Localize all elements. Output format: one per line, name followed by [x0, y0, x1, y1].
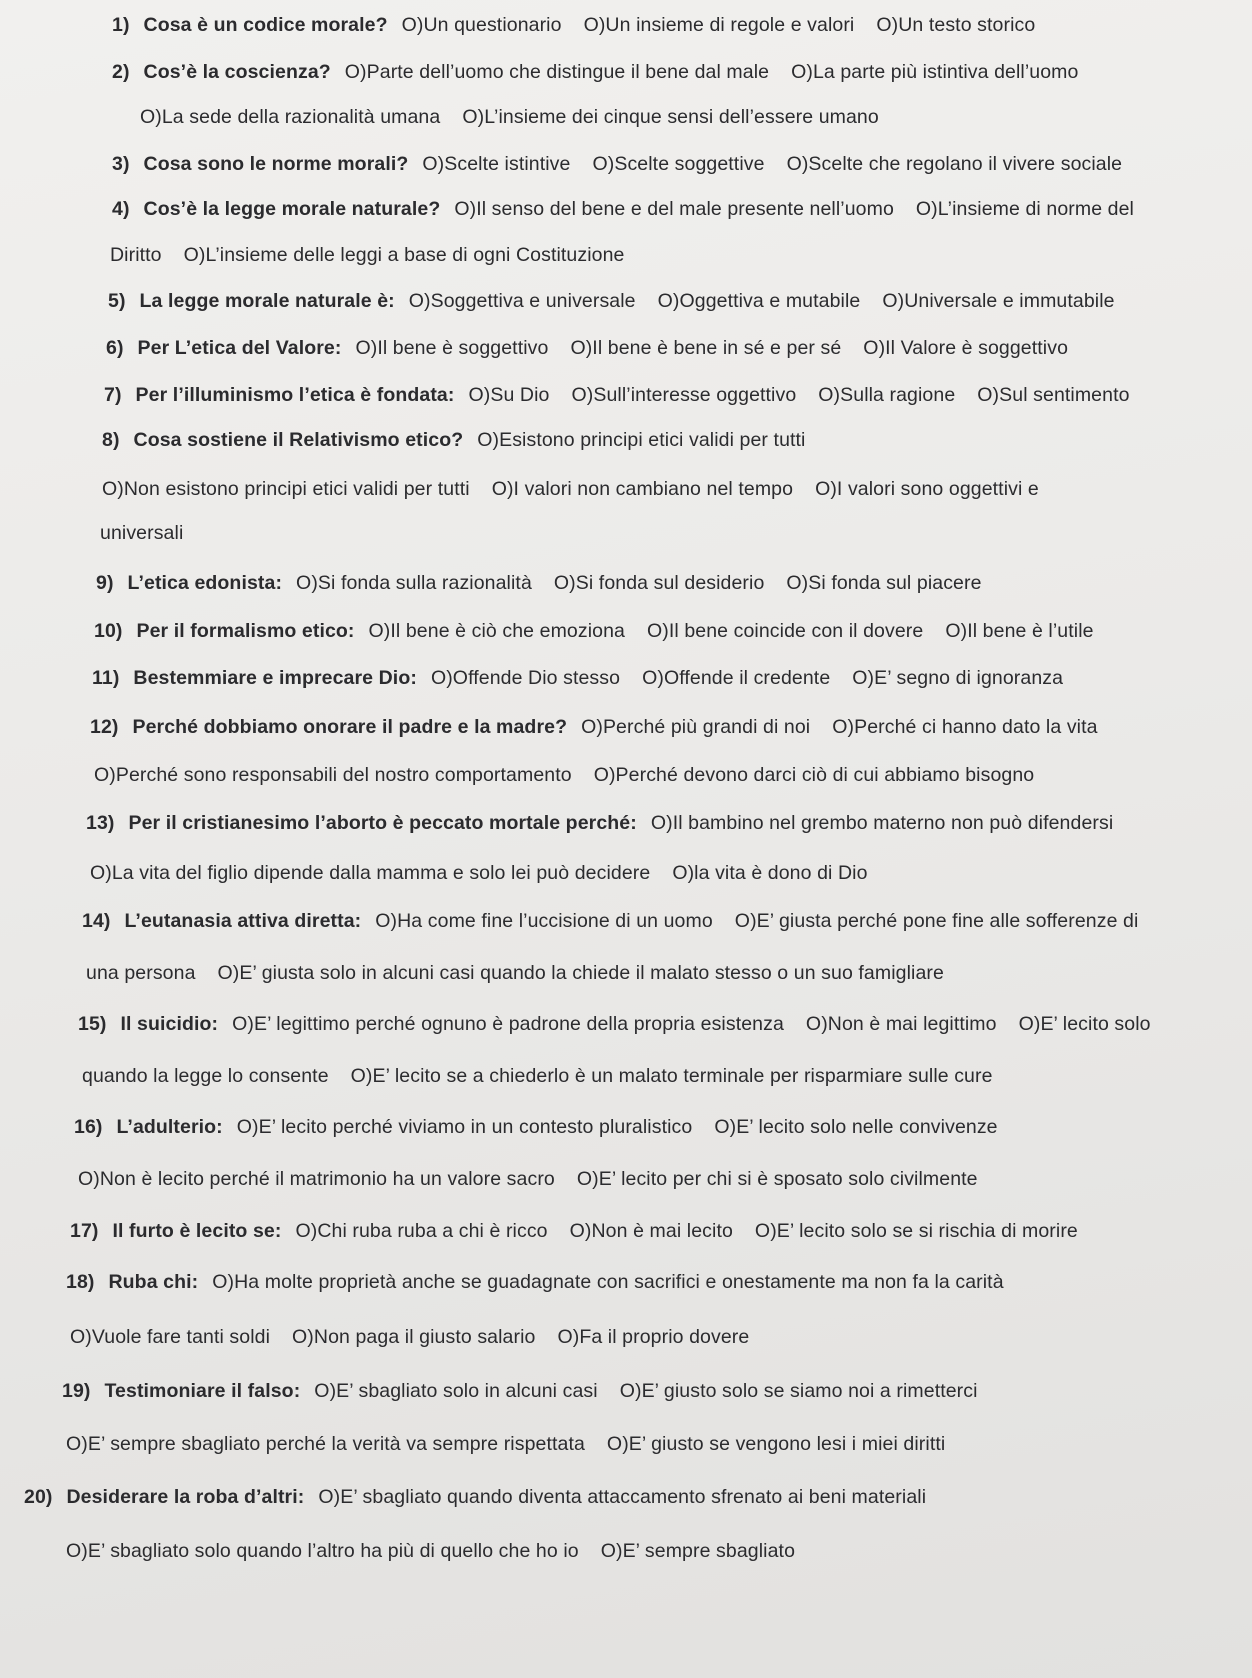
answer-option[interactable]: O)Chi ruba ruba a chi è ricco	[295, 1220, 548, 1242]
answer-option[interactable]: O)Un questionario	[401, 14, 562, 36]
question-18-continued	[70, 1324, 771, 1350]
answer-option[interactable]: O)Il bene è soggettivo	[355, 337, 549, 359]
question-10	[94, 618, 1116, 644]
answer-option[interactable]: O)Perché più grandi di noi	[581, 716, 811, 738]
answer-option[interactable]: O)Perché devono darci ciò di cui abbiamo bisogno	[593, 764, 1035, 786]
question-18	[66, 1269, 1026, 1295]
question-text: Per L’etica del Valore:	[137, 337, 342, 359]
answer-option[interactable]: O)Si fonda sul piacere	[786, 572, 982, 594]
answer-option[interactable]: O)Si fonda sul desiderio	[553, 572, 765, 594]
answer-option[interactable]: O)La parte più istintiva dell’uomo	[791, 61, 1079, 83]
answer-option[interactable]: O)Su Dio	[468, 384, 550, 406]
question-number: 13)	[86, 812, 115, 834]
question-text: L’eutanasia attiva diretta:	[124, 910, 362, 932]
answer-option[interactable]: O)Il bambino nel grembo materno non può difendersi	[650, 812, 1114, 834]
answer-option[interactable]: O)E’ lecito per chi si è sposato solo civilmente	[576, 1168, 978, 1190]
answer-option[interactable]: O)Sulla ragione	[818, 384, 956, 406]
question-8-continued-2	[100, 520, 205, 546]
question-17	[70, 1218, 1100, 1244]
question-12-continued	[94, 762, 1056, 788]
answer-option[interactable]: O)E’ giusta perché pone fine alle sofferenze di	[734, 910, 1139, 932]
question-2	[112, 59, 1100, 85]
question-text: Per l’illuminismo l’etica è fondata:	[135, 384, 455, 406]
answer-option[interactable]: O)L’insieme delle leggi a base di ogni Costituzione	[183, 244, 625, 266]
answer-option[interactable]: O)E’ lecito perché viviamo in un contesto pluralistico	[236, 1116, 693, 1138]
answer-option[interactable]: O)Soggettiva e universale	[408, 290, 636, 312]
question-11	[92, 665, 1085, 691]
answer-option[interactable]: O)E’ lecito solo	[1018, 1013, 1151, 1035]
answer-option[interactable]: O)Non è mai legittimo	[805, 1013, 997, 1035]
question-number: 1)	[112, 14, 130, 36]
answer-option[interactable]: O)Non è mai lecito	[569, 1220, 733, 1242]
answer-option[interactable]: O)Il bene è ciò che emoziona	[368, 620, 625, 642]
answer-option[interactable]: O)E’ lecito solo se si rischia di morire	[754, 1220, 1078, 1242]
answer-option[interactable]: O)Il bene coincide con il dovere	[646, 620, 924, 642]
question-number: 18)	[66, 1271, 95, 1293]
answer-option[interactable]: O)E’ legittimo perché ognuno è padrone della propria esistenza	[232, 1013, 784, 1035]
answer-option[interactable]: O)Fa il proprio dovere	[557, 1326, 750, 1348]
question-number: 15)	[78, 1013, 107, 1035]
question-number: 3)	[112, 153, 130, 175]
question-8-continued	[102, 476, 1061, 502]
question-text: Cosa è un codice morale?	[143, 14, 388, 36]
answer-option[interactable]: O)Esistono principi etici validi per tutti	[477, 429, 806, 451]
answer-option[interactable]: O)Ha molte proprietà anche se guadagnate con sacrifici e onestamente ma non fa la carità	[212, 1271, 1004, 1293]
question-number: 8)	[102, 429, 120, 451]
question-number: 11)	[92, 667, 120, 689]
question-9	[96, 570, 1004, 596]
answer-option[interactable]: O)Il senso del bene e del male presente nell’uomo	[454, 198, 894, 220]
answer-option[interactable]: O)Universale e immutabile	[882, 290, 1115, 312]
question-text: Cosa sostiene il Relativismo etico?	[133, 429, 464, 451]
answer-option-continuation: quando la legge lo consente	[82, 1065, 329, 1087]
answer-option[interactable]: O)Scelte che regolano il vivere sociale	[786, 153, 1123, 175]
answer-option[interactable]: O)I valori non cambiano nel tempo	[491, 478, 794, 500]
question-number: 4)	[112, 198, 130, 220]
question-text: Per il cristianesimo l’aborto è peccato mortale perché:	[128, 812, 637, 834]
question-number: 2)	[112, 61, 130, 83]
question-7	[104, 382, 1152, 408]
question-1	[112, 12, 1057, 38]
question-text: La legge morale naturale è:	[139, 290, 395, 312]
question-number: 14)	[82, 910, 111, 932]
answer-option[interactable]: O)Non esistono principi etici validi per tutti	[102, 478, 470, 500]
answer-option[interactable]: O)E’ sempre sbagliato	[600, 1540, 796, 1562]
answer-option[interactable]: O)La sede della razionalità umana	[140, 106, 441, 128]
answer-option[interactable]: O)La vita del figlio dipende dalla mamma e solo lei può decidere	[90, 862, 651, 884]
question-number: 10)	[94, 620, 123, 642]
question-number: 16)	[74, 1116, 103, 1138]
question-number: 7)	[104, 384, 122, 406]
question-number: 17)	[70, 1220, 99, 1242]
question-20-continued	[66, 1538, 817, 1564]
question-20	[24, 1484, 948, 1510]
answer-option[interactable]: O)E’ sbagliato solo quando l’altro ha più di quello che ho io	[66, 1540, 579, 1562]
question-number: 12)	[90, 716, 119, 738]
question-text: Per il formalismo etico:	[136, 620, 355, 642]
answer-option[interactable]: O)Un insieme di regole e valori	[583, 14, 855, 36]
answer-option[interactable]: O)Non è lecito perché il matrimonio ha un valore sacro	[78, 1168, 555, 1190]
question-text: Cosa sono le norme morali?	[143, 153, 409, 175]
answer-option[interactable]: O)E’ sbagliato quando diventa attaccamento sfrenato ai beni materiali	[318, 1486, 927, 1508]
answer-option[interactable]: O)Vuole fare tanti soldi	[70, 1326, 271, 1348]
question-text: L’adulterio:	[116, 1116, 223, 1138]
answer-option[interactable]: O)I valori sono oggettivi e	[815, 478, 1039, 500]
question-19	[62, 1378, 1000, 1404]
answer-option[interactable]: O)E’ lecito solo nelle convivenze	[714, 1116, 998, 1138]
answer-option[interactable]: O)E’ segno di ignoranza	[852, 667, 1064, 689]
question-text: Il suicidio:	[120, 1013, 219, 1035]
question-3	[112, 151, 1144, 177]
answer-option[interactable]: O)Sul sentimento	[977, 384, 1130, 406]
answer-option-continuation: universali	[100, 522, 184, 544]
question-19-continued	[66, 1431, 967, 1457]
question-5	[108, 288, 1137, 314]
question-text: L’etica edonista:	[127, 572, 283, 594]
question-13-continued	[90, 860, 890, 886]
question-12	[90, 714, 1120, 740]
question-text: Desiderare la roba d’altri:	[66, 1486, 305, 1508]
answer-option[interactable]: O)L’insieme dei cinque sensi dell’essere umano	[462, 106, 879, 128]
question-13	[86, 810, 1135, 836]
answer-option[interactable]: O)E’ giusto solo se siamo noi a rimetterci	[619, 1380, 978, 1402]
question-number: 19)	[62, 1380, 91, 1402]
question-text: Bestemmiare e imprecare Dio:	[133, 667, 417, 689]
answer-option[interactable]: O)la vita è dono di Dio	[672, 862, 868, 884]
answer-option[interactable]: O)Ha come fine l’uccisione di un uomo	[375, 910, 713, 932]
answer-option[interactable]: O)Scelte soggettive	[592, 153, 765, 175]
question-6	[106, 335, 1090, 361]
answer-option[interactable]: O)Il bene è l’utile	[945, 620, 1094, 642]
question-14-continued	[86, 960, 966, 986]
answer-option[interactable]: O)E’ sbagliato solo in alcuni casi	[314, 1380, 598, 1402]
answer-option[interactable]: O)Parte dell’uomo che distingue il bene dal male	[344, 61, 770, 83]
answer-option[interactable]: O)E’ giusto se vengono lesi i miei diritti	[606, 1433, 946, 1455]
question-text: Testimoniare il falso:	[104, 1380, 301, 1402]
answer-option-continuation: Diritto	[110, 244, 162, 266]
question-text: Cos’è la legge morale naturale?	[143, 198, 441, 220]
answer-option[interactable]: O)Oggettiva e mutabile	[657, 290, 861, 312]
question-text: Ruba chi:	[108, 1271, 199, 1293]
answer-option[interactable]: O)Il bene è bene in sé e per sé	[570, 337, 842, 359]
question-15-continued	[82, 1063, 1015, 1089]
answer-option[interactable]: O)Non paga il giusto salario	[292, 1326, 536, 1348]
answer-option-continuation: una persona	[86, 962, 196, 984]
answer-option[interactable]: O)E’ sempre sbagliato perché la verità va sempre rispettata	[66, 1433, 585, 1455]
answer-option[interactable]: O)Si fonda sulla razionalità	[296, 572, 532, 594]
question-number: 9)	[96, 572, 114, 594]
question-number: 5)	[108, 290, 126, 312]
question-16-continued	[78, 1166, 1000, 1192]
question-15	[78, 1011, 1173, 1037]
question-number: 6)	[106, 337, 124, 359]
answer-option[interactable]: O)L’insieme di norme del	[915, 198, 1134, 220]
question-4	[112, 196, 1156, 222]
answer-option[interactable]: O)Offende il credente	[642, 667, 831, 689]
answer-option[interactable]: O)Sull’interesse oggettivo	[571, 384, 797, 406]
question-16	[74, 1114, 1020, 1140]
answer-option[interactable]: O)Scelte istintive	[422, 153, 571, 175]
question-4-continued	[110, 242, 647, 268]
question-text: Il furto è lecito se:	[112, 1220, 282, 1242]
answer-option[interactable]: O)E’ lecito se a chiederlo è un malato terminale per risparmiare sulle cure	[350, 1065, 993, 1087]
question-8	[102, 427, 827, 453]
answer-option[interactable]: O)E’ giusta solo in alcuni casi quando la chiede il malato stesso o un suo famigliare	[217, 962, 944, 984]
answer-option[interactable]: O)Offende Dio stesso	[430, 667, 621, 689]
answer-option[interactable]: O)Perché ci hanno dato la vita	[832, 716, 1098, 738]
question-text: Cos’è la coscienza?	[143, 61, 331, 83]
question-text: Perché dobbiamo onorare il padre e la madre?	[132, 716, 568, 738]
question-2-continued	[140, 104, 901, 130]
answer-option[interactable]: O)Il Valore è soggettivo	[863, 337, 1069, 359]
question-number: 20)	[24, 1486, 53, 1508]
question-14	[82, 908, 1160, 934]
answer-option[interactable]: O)Perché sono responsabili del nostro comportamento	[94, 764, 572, 786]
answer-option[interactable]: O)Un testo storico	[876, 14, 1036, 36]
